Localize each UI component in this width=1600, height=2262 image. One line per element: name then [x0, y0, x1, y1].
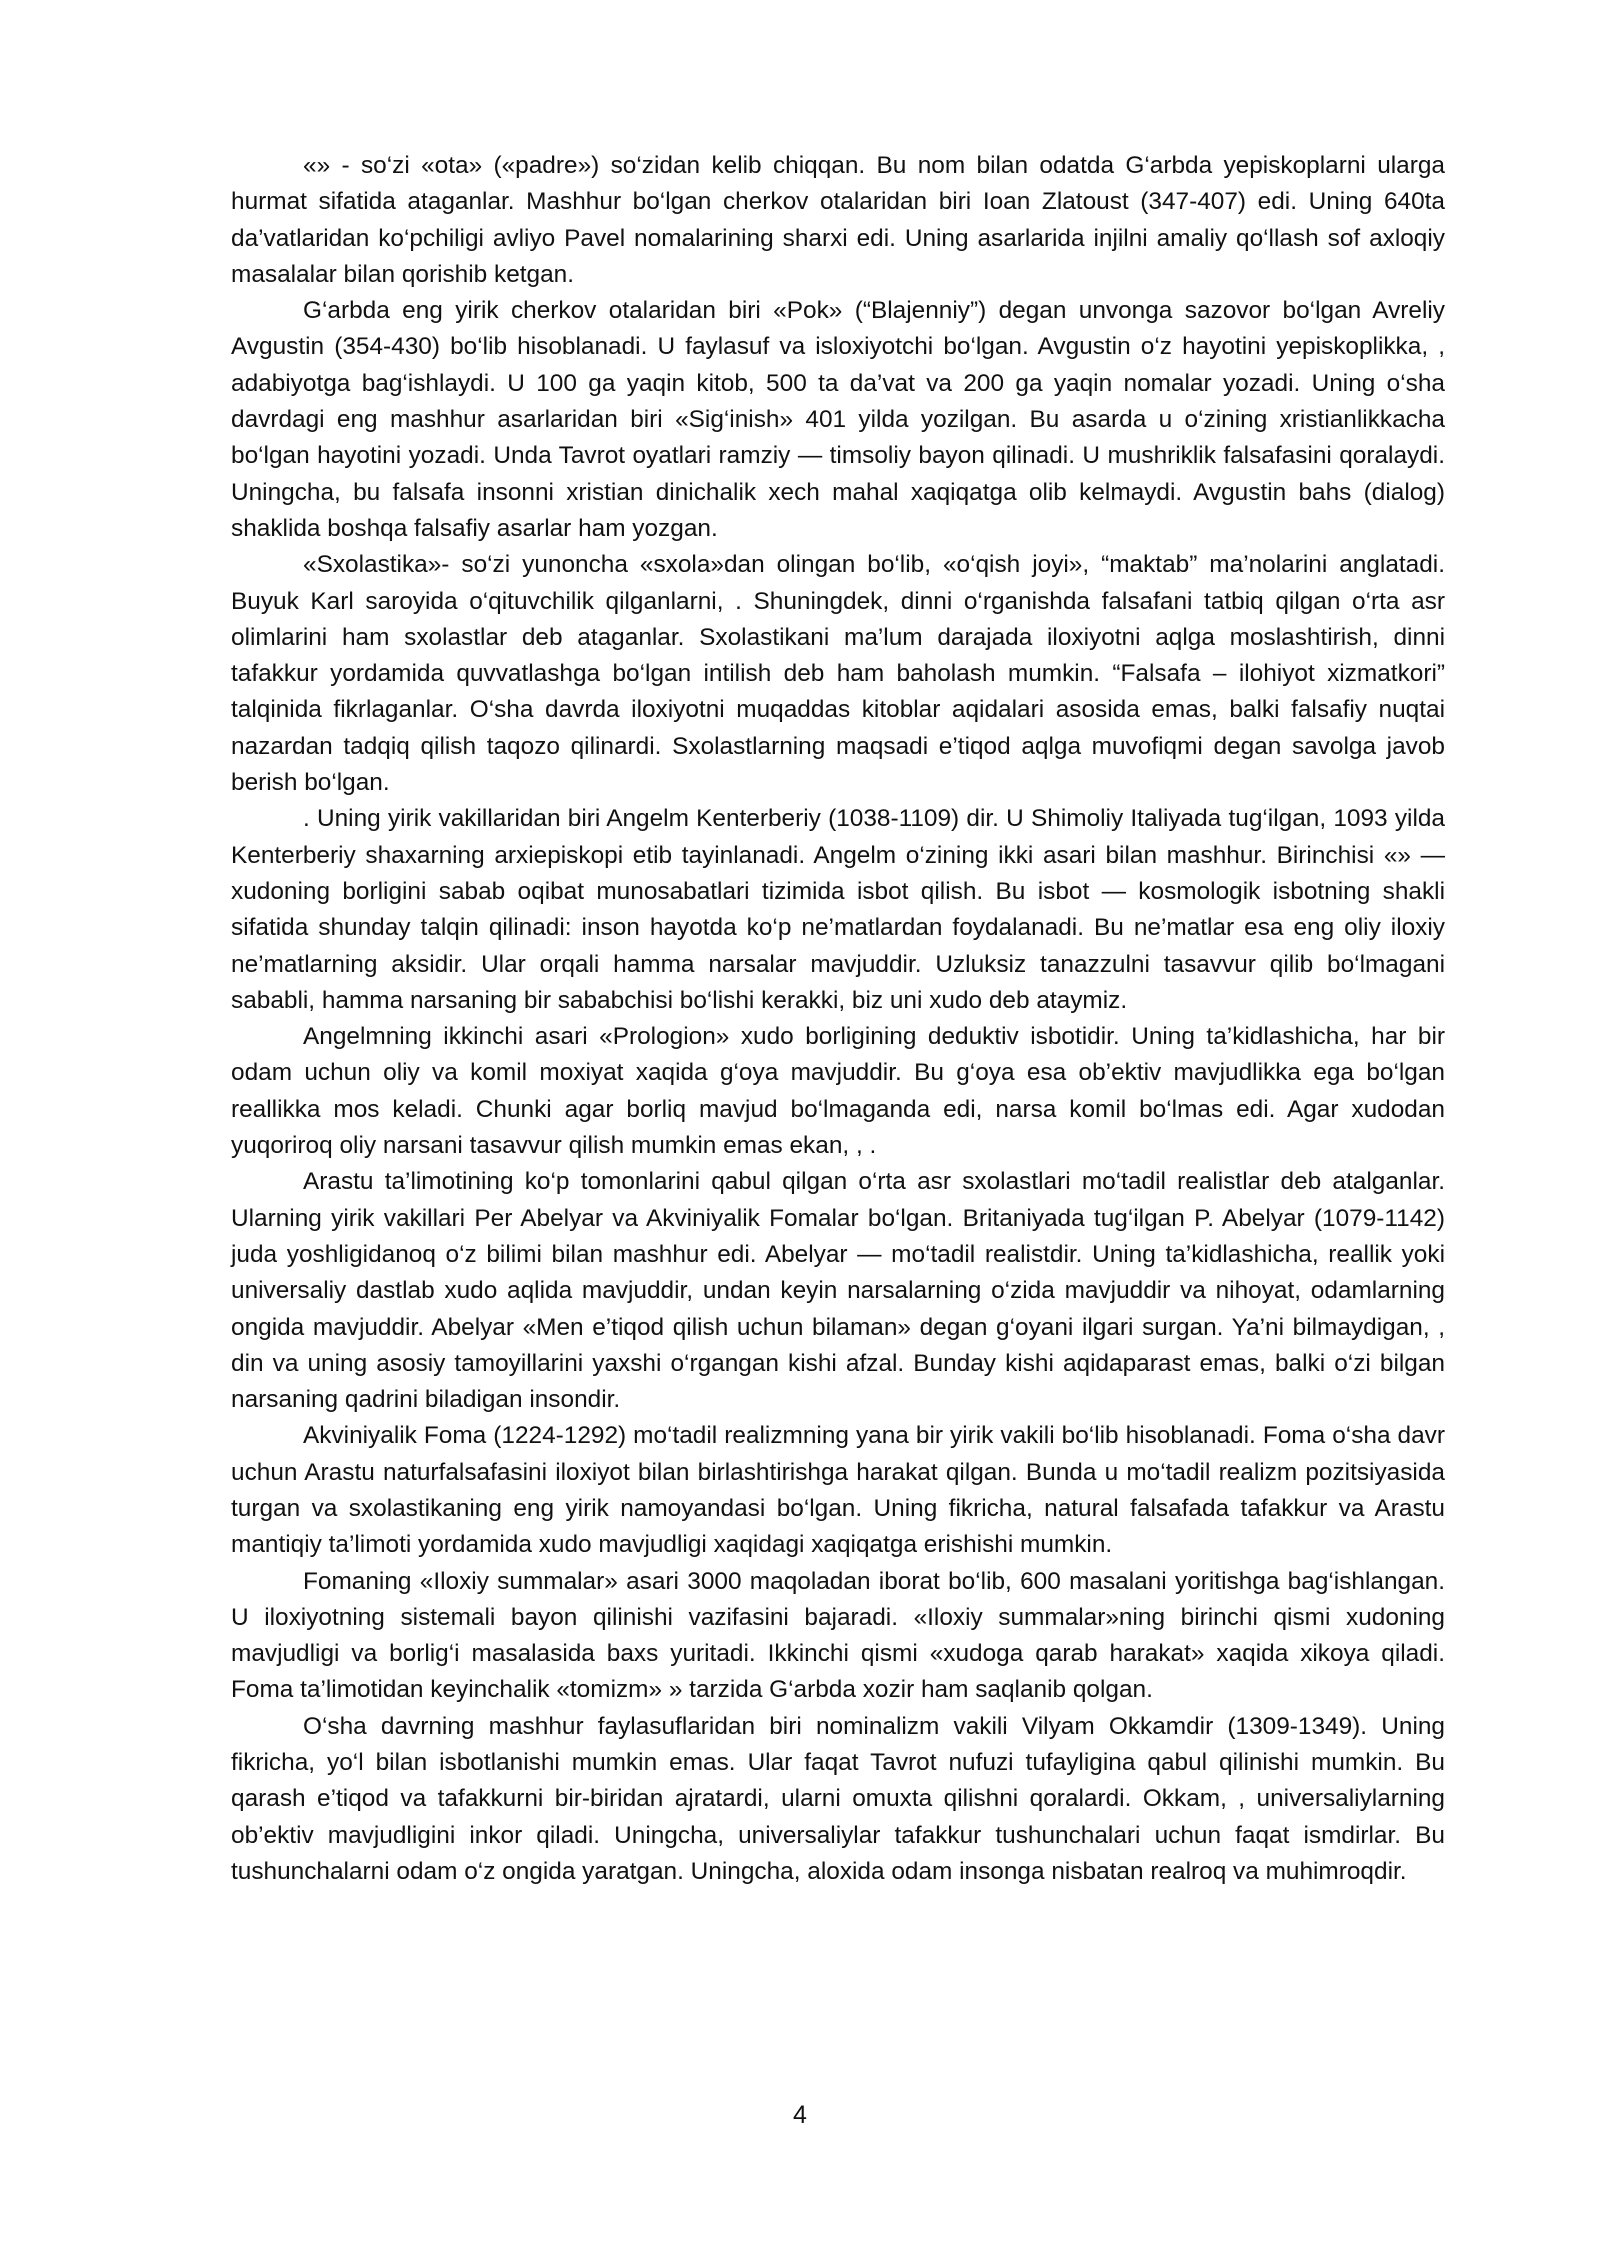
paragraph-7: Akviniyalik Foma (1224-1292) mo‘tadil realizmning yana bir yirik vakili bo‘lib hisoblanadi. Foma o‘sha davr uchun Arastu naturfalsafasini iloxiyot bilan birlashtirishga harakat qilgan. Bunda u mo‘tadil realizm pozitsiyasida turgan va sxolastikaning eng yirik namoyandasi bo‘lgan. Uning fikricha, natural falsafada tafakkur va Arastu mantiqiy ta’limoti yordamida xudo mavjudligi xaqidagi xaqiqatga erishishi mumkin. — [231, 1422, 1445, 1559]
paragraph-4: . Uning yirik vakillaridan biri Angelm Kenterberiy (1038-1109) dir. U Shimoliy Italiyada tug‘ilgan, 1093 yilda Kenterberiy shaxarning arxiepiskopi etib tayinlanadi. Angelm o‘zining ikki asari bilan mashhur. Birinchisi «» — xudoning borligini sabab oqibat munosabatlari tizimida isbot qilish. Bu isbot — kosmologik isbotning shakli sifatida shunday talqin qilinadi: inson hayotda ko‘p ne’matlardan foydalanadi. Bu ne’matlar esa eng oliy iloxiy ne’matlarning aksidir. Ular orqali hamma narsalar mavjuddir. Uzluksiz tanazzulni tasavvur qilib bo‘lmagani sababli, hamma narsaning bir sababchisi bo‘lishi kerakki, biz uni xudo deb ataymiz. — [231, 805, 1445, 1014]
paragraph-5: Angelmning ikkinchi asari «Prologion» xudo borligining deduktiv isbotidir. Uning ta’kidlashicha, har bir odam uchun oliy va komil moxiyat xaqida g‘oya mavjuddir. Bu g‘oya esa ob’ektiv mavjudlikka ega bo‘lgan reallikka mos keladi. Chunki agar borliq mavjud bo‘lmaganda edi, narsa komil bo‘lmas edi. Agar xudodan yuqoriroq oliy narsani tasavvur qilish mumkin emas ekan, , . — [231, 1023, 1445, 1160]
page-number: 4 — [793, 2101, 807, 2129]
body-text — [231, 148, 1445, 1890]
paragraph-6: Arastu ta’limotining ko‘p tomonlarini qabul qilgan o‘rta asr sxolastlari mo‘tadil realistlar deb atalganlar. Ularning yirik vakillari Per Abelyar va Akviniyalik Fomalar bo‘lgan. Britaniyada tug‘ilgan P. Abelyar (1079-1142) juda yoshligidanoq o‘z bilimi bilan mashhur edi. Abelyar — mo‘tadil realistdir. Uning ta’kidlashicha, reallik yoki universaliy dastlab xudo aqlida mavjuddir, undan keyin narsalarning o‘zida mavjuddir va nihoyat, odamlarning ongida mavjuddir. Abelyar «Men e’tiqod qilish uchun bilaman» degan g‘oyani ilgari surgan. Ya’ni bilmaydigan, , din va uning asosiy tamoyillarini yaxshi o‘rgangan kishi afzal. Bunday kishi aqidaparast emas, balki o‘zi bilgan narsaning qadrini biladigan insondir. — [231, 1168, 1445, 1414]
paragraph-9: O‘sha davrning mashhur faylasuflaridan biri nominalizm vakili Vilyam Okkamdir (1309-1349). Uning fikricha, yo‘l bilan isbotlanishi mumkin emas. Ular faqat Tavrot nufuzi tufayligina qabul qilinishi mumkin. Bu qarash e’tiqod va tafakkurni bir-biridan ajratardi, ularni omuxta qilishni qoralardi. Okkam, , universaliylarning ob’ektiv mavjudligini inkor qiladi. Uningcha, universaliylar tafakkur tushunchalari uchun faqat ismdirlar. Bu tushunchalarni odam o‘z ongida yaratgan. Uningcha, aloxida odam insonga nisbatan realroq va muhimroqdir. — [231, 1712, 1445, 1885]
paragraph-3: «Sxolastika»- so‘zi yunoncha «sxola»dan olingan bo‘lib, «o‘qish joyi», “maktab” ma’nolarini anglatadi. Buyuk Karl saroyida o‘qituvchilik qilganlarni, . Shuningdek, dinni o‘rganishda falsafani tatbiq qilgan o‘rta asr olimlarini ham sxolastlar deb ataganlar. Sxolastikani ma’lum darajada iloxiyotni aqlga moslashtirish, dinni tafakkur yordamida quvvatlashga bo‘lgan intilish deb ham baholash mumkin. “Falsafa – ilohiyot xizmatkori” talqinida fikrlaganlar. O‘sha davrda iloxiyotni muqaddas kitoblar aqidalari asosida emas, balki falsafiy nuqtai nazardan tadqiq qilish taqozo qilinardi. Sxolastlarning maqsadi e’tiqod aqlga muvofiqmi degan savolga javob berish bo‘lgan. — [231, 551, 1445, 797]
paragraph-8: Fomaning «Iloxiy summalar» asari 3000 maqoladan iborat bo‘lib, 600 masalani yoritishga bag‘ishlangan. U iloxiyotning sistemali bayon qilinishi vazifasini bajaradi. «Iloxiy summalar»ning birinchi qismi xudoning mavjudligi va borlig‘i masalasida baxs yuritadi. Ikkinchi qismi «xudoga qarab harakat» xaqida xikoya qiladi. Foma ta’limotidan keyinchalik «tomizm» » tarzida G‘arbda xozir ham saqlanib qolgan. — [231, 1567, 1445, 1704]
paragraph-1: «» - so‘zi «ota» («padre») so‘zidan kelib chiqqan. Bu nom bilan odatda G‘arbda yepiskoplarni ularga hurmat sifatida ataganlar. Mashhur bo‘lgan cherkov otalaridan biri Ioan Zlatoust (347-407) edi. Uning 640ta da’vatlaridan ko‘pchiligi avliyo Pavel nomalarining sharxi edi. Uning asarlarida injilni amaliy qo‘llash sof axloqiy masalalar bilan qorishib ketgan. — [231, 152, 1445, 288]
paragraph-2: G‘arbda eng yirik cherkov otalaridan biri «Pok» (“Blajenniy”) degan unvonga sazovor bo‘lgan Avreliy Avgustin (354-430) bo‘lib hisoblanadi. U faylasuf va isloxiyotchi bo‘lgan. Avgustin o‘z hayotini yepiskoplikka, , adabiyotga bag‘ishlaydi. U 100 ga yaqin kitob, 500 ta da’vat va 200 ga yaqin nomalar yozadi. Uning o‘sha davrdagi eng mashhur asarlaridan biri «Sig‘inish» 401 yilda yozilgan. Bu asarda u o‘zining xristianlikkacha bo‘lgan hayotini yozadi. Unda Tavrot oyatlari ramziy — timsoliy bayon qilinadi. U mushriklik falsafasini qoralaydi. Uningcha, bu falsafa insonni xristian dinichalik xech mahal xaqiqatga olib kelmaydi. Avgustin bahs (dialog) shaklida boshqa falsafiy asarlar ham yozgan. — [231, 297, 1445, 542]
